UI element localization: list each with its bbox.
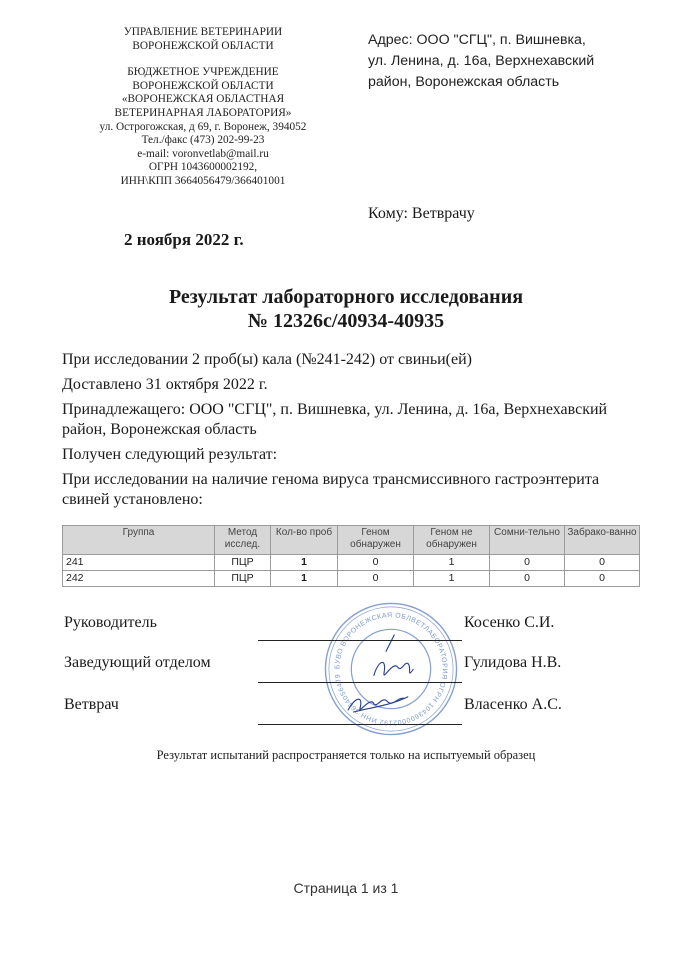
col-header: Группа [63, 526, 215, 555]
lab-phone: Тел./факс (473) 202-99-23 [141, 134, 265, 147]
lab-letterhead [58, 26, 348, 189]
result-intro: Получен следующий результат: [62, 446, 278, 463]
lab-address: ул. Острогожская, д 69, г. Воронеж, 394052 [99, 120, 307, 133]
cell-detected: 0 [338, 555, 414, 571]
title-line: Результат лабораторного исследования [168, 286, 524, 308]
institution-name [58, 66, 348, 120]
owner-info: Принадлежащего: ООО "СГЦ", п. Вишневка, ул. Ленина, д. 16а, Верхнехавский район, Воронежская область [62, 401, 608, 438]
col-header: Забрако-ванно [565, 526, 640, 555]
client-address-line: ул. Ленина, д. 16а, Верхнехавский [368, 53, 595, 69]
lab-inn: ИНН\КПП 3664056479/366401001 [120, 174, 286, 187]
cell-detected: 0 [338, 571, 414, 587]
lab-ogrn: ОГРН 1043600002192, [148, 161, 258, 174]
col-header: Геном обнаружен [338, 526, 414, 555]
signer-role: Ветврач [64, 696, 119, 713]
document-title [0, 285, 692, 333]
cell-method: ПЦР [215, 571, 271, 587]
lab-email: e-mail: voronvetlab@mail.ru [137, 147, 269, 160]
table-row [63, 555, 640, 571]
institution-line: «ВОРОНЕЖСКАЯ ОБЛАСТНАЯ [121, 93, 285, 106]
report-body [62, 350, 642, 515]
signer-role: Заведующий отделом [64, 654, 211, 671]
signature-line [258, 682, 462, 683]
signer-name: Косенко С.И. [464, 614, 555, 631]
cell-not-detected: 1 [414, 571, 490, 587]
cell-group: 241 [63, 555, 215, 571]
page-number: Страница 1 из 1 [293, 880, 399, 896]
col-header: Кол-во проб [271, 526, 338, 555]
stamp-outer-ring [325, 603, 456, 734]
results-table [62, 525, 640, 587]
stamp-text: БУВО ВОРОНЕЖСКАЯ ОБЛВЕТЛАБОРАТОРИЯ ОГРН 1043600002192 ИНН 3664056479 [334, 612, 448, 726]
institution-line: БЮДЖЕТНОЕ УЧРЕЖДЕНИЕ [127, 66, 279, 79]
cell-not-detected: 1 [414, 555, 490, 571]
delivery-date: Доставлено 31 октября 2022 г. [62, 376, 268, 393]
institution-line: ВЕТЕРИНАРНАЯ ЛАБОРАТОРИЯ» [114, 106, 292, 119]
authority-line: УПРАВЛЕНИЕ ВЕТЕРИНАРИИ [123, 26, 283, 38]
stamp-outer-ring-inner [329, 607, 453, 731]
samples-info: При исследовании 2 проб(ы) кала (№241-242) от свиньи(ей) [62, 351, 472, 368]
cell-method: ПЦР [215, 555, 271, 571]
client-address-line: район, Воронежская область [368, 74, 560, 90]
official-stamp [322, 600, 460, 738]
cell-doubtful: 0 [490, 555, 565, 571]
cell-count: 1 [271, 571, 338, 587]
signature-line [258, 724, 462, 725]
report-number: № 12326с/40934-40935 [247, 310, 445, 332]
col-header: Сомни-тельно [490, 526, 565, 555]
authority-line: ВОРОНЕЖСКОЙ ОБЛАСТИ [132, 39, 274, 52]
client-address-line: Адрес: ООО "СГЦ", п. Вишневка, [368, 32, 586, 48]
col-header: Метод исслед. [215, 526, 271, 555]
signature-scribble [348, 635, 414, 713]
disclaimer: Результат испытаний распространяется только на испытуемый образец [156, 748, 536, 762]
test-description: При исследовании на наличие генома вируса трансмиссивного гастроэнтерита свиней установлено: [62, 471, 600, 508]
cell-doubtful: 0 [490, 571, 565, 587]
institution-line: ВОРОНЕЖСКОЙ ОБЛАСТИ [132, 79, 274, 92]
authority-name [58, 26, 348, 53]
table-header-row [63, 526, 640, 555]
recipient: Кому: Ветврачу [368, 205, 475, 222]
col-header: Геном не обнаружен [414, 526, 490, 555]
signature-line [258, 640, 462, 641]
document-date: 2 ноября 2022 г. [124, 230, 244, 249]
signer-name: Власенко А.С. [464, 696, 562, 713]
cell-rejected: 0 [565, 555, 640, 571]
signer-name: Гулидова Н.В. [464, 654, 562, 671]
client-address [368, 30, 668, 93]
table-row [63, 571, 640, 587]
cell-group: 242 [63, 571, 215, 587]
signer-role: Руководитель [64, 614, 157, 631]
cell-rejected: 0 [565, 571, 640, 587]
cell-count: 1 [271, 555, 338, 571]
